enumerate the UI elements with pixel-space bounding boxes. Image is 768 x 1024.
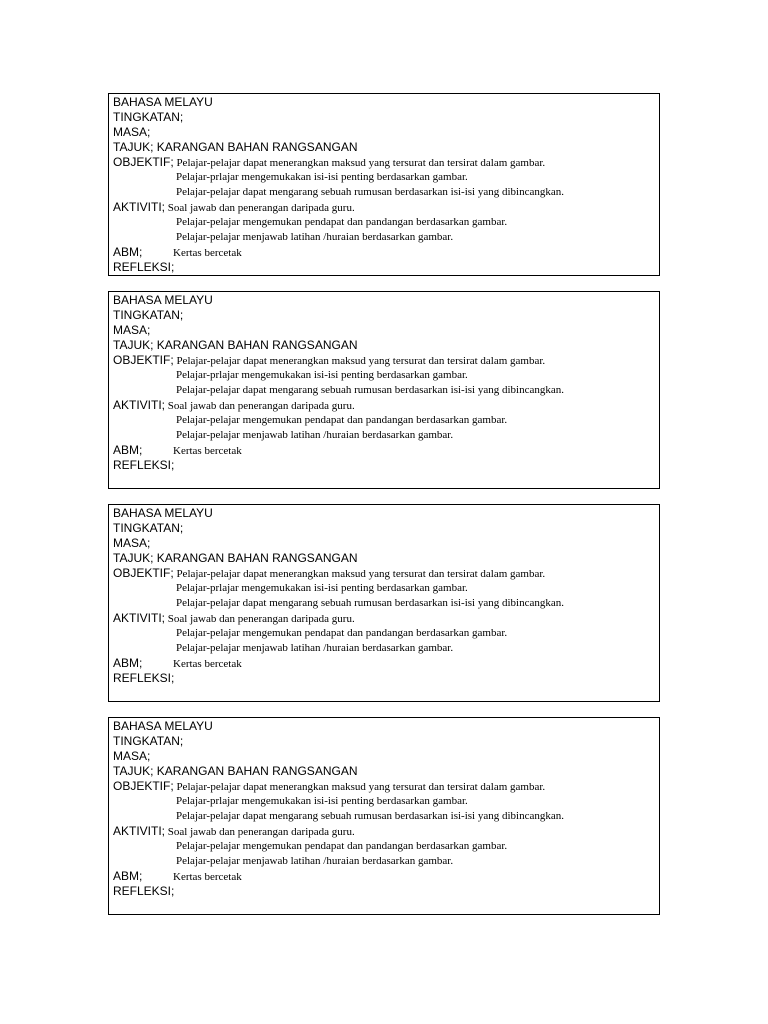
objektif-label: OBJEKTIF;	[113, 155, 174, 169]
objektif-row	[113, 566, 655, 581]
aktiviti-item: Pelajar-pelajar mengemukan pendapat dan pandangan berdasarkan gambar.	[176, 840, 508, 852]
aktiviti-item: Pelajar-pelajar mengemukan pendapat dan pandangan berdasarkan gambar.	[176, 414, 508, 426]
aktiviti-item: Pelajar-pelajar menjawab latihan /huraian berdasarkan gambar.	[176, 429, 454, 441]
aktiviti-label: AKTIVITI;	[113, 200, 166, 214]
abm-label: ABM;	[113, 245, 143, 259]
objektif-item: Pelajar-pelajar dapat menerangkan maksud yang tersurat dan tersirat dalam gambar.	[176, 781, 546, 793]
refleksi-label: REFLEKSI;	[113, 671, 175, 685]
refleksi-label: REFLEKSI;	[113, 458, 175, 472]
aktiviti-item: Soal jawab dan penerangan daripada guru.	[167, 400, 355, 412]
tingkatan-label: TINGKATAN;	[113, 308, 184, 322]
objektif-row	[113, 353, 655, 368]
aktiviti-item: Soal jawab dan penerangan daripada guru.	[167, 826, 355, 838]
abm-row	[113, 656, 655, 671]
objektif-item: Pelajar-prlajar mengemukakan isi-isi penting berdasarkan gambar.	[176, 795, 468, 807]
aktiviti-row	[113, 611, 655, 626]
lesson-plan-card-1	[108, 93, 660, 276]
objektif-item: Pelajar-pelajar dapat mengarang sebuah rumusan berdasarkan isi-isi yang dibincangkan.	[176, 597, 564, 609]
abm-label: ABM;	[113, 443, 143, 457]
aktiviti-item: Soal jawab dan penerangan daripada guru.	[167, 202, 355, 214]
aktiviti-label: AKTIVITI;	[113, 398, 166, 412]
abm-value: Kertas bercetak	[173, 658, 242, 670]
lesson-plan-card-2	[108, 291, 660, 489]
aktiviti-item: Soal jawab dan penerangan daripada guru.	[167, 613, 355, 625]
lesson-plan-card-4	[108, 717, 660, 915]
tajuk-line: TAJUK; KARANGAN BAHAN RANGSANGAN	[113, 764, 358, 778]
objektif-item: Pelajar-pelajar dapat menerangkan maksud yang tersurat dan tersirat dalam gambar.	[176, 355, 546, 367]
masa-label: MASA;	[113, 749, 151, 763]
objektif-item: Pelajar-pelajar dapat mengarang sebuah rumusan berdasarkan isi-isi yang dibincangkan.	[176, 810, 564, 822]
objektif-row	[113, 779, 655, 794]
lesson-plan-card-3	[108, 504, 660, 702]
tingkatan-label: TINGKATAN;	[113, 521, 184, 535]
aktiviti-row	[113, 824, 655, 839]
aktiviti-row	[113, 200, 655, 215]
tingkatan-label: TINGKATAN;	[113, 734, 184, 748]
masa-label: MASA;	[113, 125, 151, 139]
masa-label: MASA;	[113, 323, 151, 337]
subject-heading: BAHASA MELAYU	[113, 506, 213, 520]
aktiviti-item: Pelajar-pelajar menjawab latihan /huraian berdasarkan gambar.	[176, 855, 454, 867]
objektif-item: Pelajar-prlajar mengemukakan isi-isi penting berdasarkan gambar.	[176, 171, 468, 183]
tajuk-line: TAJUK; KARANGAN BAHAN RANGSANGAN	[113, 551, 358, 565]
objektif-item: Pelajar-pelajar dapat mengarang sebuah rumusan berdasarkan isi-isi yang dibincangkan.	[176, 186, 564, 198]
aktiviti-item: Pelajar-pelajar menjawab latihan /huraian berdasarkan gambar.	[176, 642, 454, 654]
tajuk-line: TAJUK; KARANGAN BAHAN RANGSANGAN	[113, 140, 358, 154]
objektif-label: OBJEKTIF;	[113, 353, 174, 367]
tajuk-line: TAJUK; KARANGAN BAHAN RANGSANGAN	[113, 338, 358, 352]
aktiviti-item: Pelajar-pelajar mengemukan pendapat dan pandangan berdasarkan gambar.	[176, 216, 508, 228]
abm-row	[113, 443, 655, 458]
objektif-label: OBJEKTIF;	[113, 779, 174, 793]
subject-heading: BAHASA MELAYU	[113, 719, 213, 733]
tingkatan-label: TINGKATAN;	[113, 110, 184, 124]
subject-heading: BAHASA MELAYU	[113, 95, 213, 109]
abm-label: ABM;	[113, 656, 143, 670]
masa-label: MASA;	[113, 536, 151, 550]
refleksi-label: REFLEKSI;	[113, 884, 175, 898]
objektif-item: Pelajar-pelajar dapat mengarang sebuah rumusan berdasarkan isi-isi yang dibincangkan.	[176, 384, 564, 396]
aktiviti-label: AKTIVITI;	[113, 611, 166, 625]
objektif-item: Pelajar-pelajar dapat menerangkan maksud yang tersurat dan tersirat dalam gambar.	[176, 568, 546, 580]
objektif-item: Pelajar-prlajar mengemukakan isi-isi penting berdasarkan gambar.	[176, 582, 468, 594]
aktiviti-item: Pelajar-pelajar mengemukan pendapat dan pandangan berdasarkan gambar.	[176, 627, 508, 639]
aktiviti-label: AKTIVITI;	[113, 824, 166, 838]
objektif-label: OBJEKTIF;	[113, 566, 174, 580]
aktiviti-row	[113, 398, 655, 413]
aktiviti-item: Pelajar-pelajar menjawab latihan /huraian berdasarkan gambar.	[176, 231, 454, 243]
objektif-item: Pelajar-prlajar mengemukakan isi-isi penting berdasarkan gambar.	[176, 369, 468, 381]
abm-row	[113, 245, 655, 260]
abm-value: Kertas bercetak	[173, 445, 242, 457]
subject-heading: BAHASA MELAYU	[113, 293, 213, 307]
abm-label: ABM;	[113, 869, 143, 883]
abm-row	[113, 869, 655, 884]
objektif-item: Pelajar-pelajar dapat menerangkan maksud yang tersurat dan tersirat dalam gambar.	[176, 157, 546, 169]
objektif-row	[113, 155, 655, 170]
refleksi-label: REFLEKSI;	[113, 260, 175, 274]
abm-value: Kertas bercetak	[173, 247, 242, 259]
abm-value: Kertas bercetak	[173, 871, 242, 883]
